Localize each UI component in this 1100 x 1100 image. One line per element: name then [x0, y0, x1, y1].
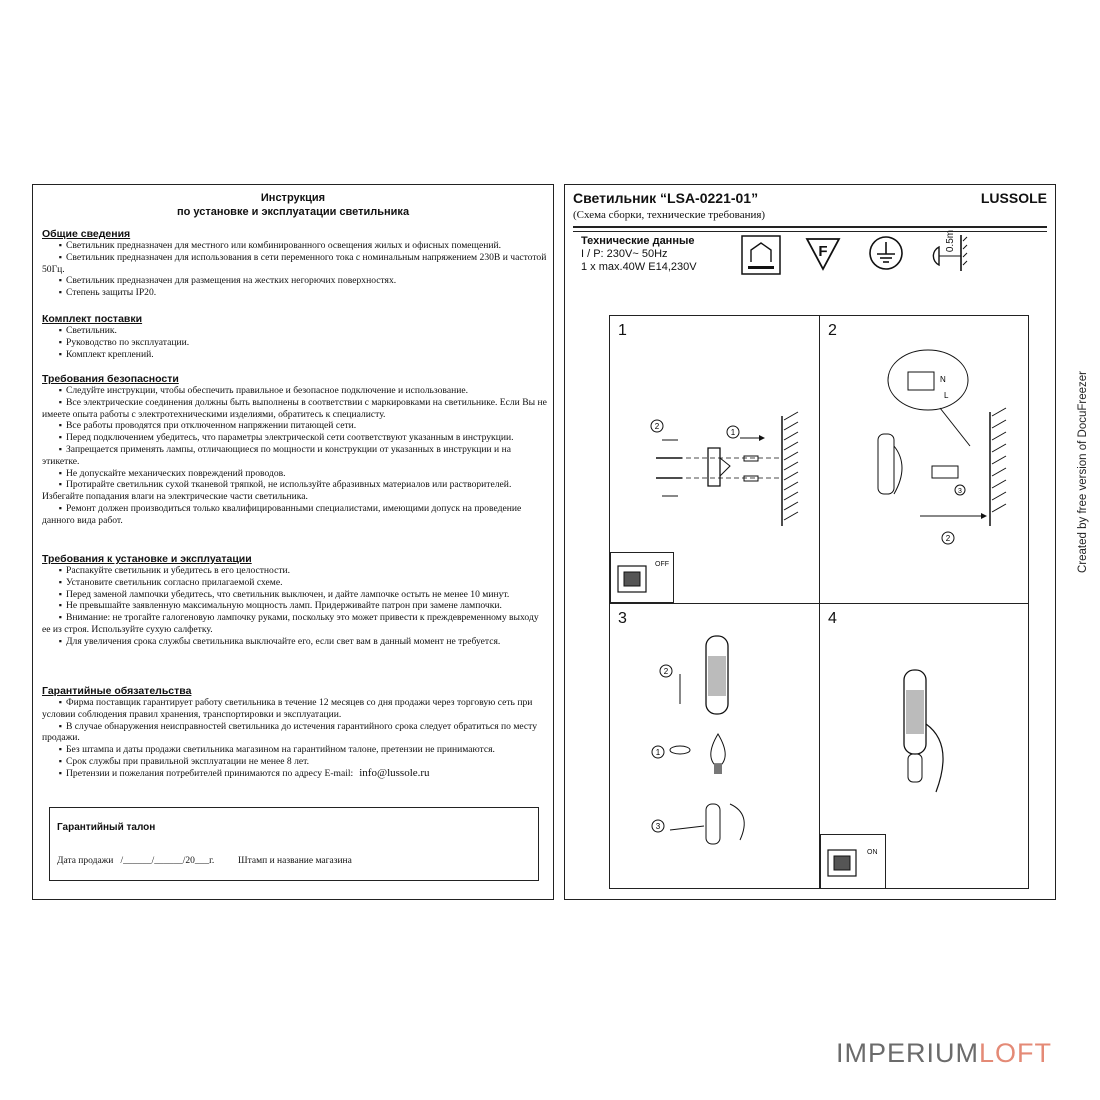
distance-label: 0.5m — [945, 229, 956, 253]
list-item: ▪ Степень защиты IP20. — [42, 287, 547, 299]
divider — [573, 226, 1047, 228]
instruction-panel — [32, 184, 554, 900]
wire-label-n: N — [940, 375, 946, 384]
step-3 — [610, 604, 819, 889]
switch-box-icon — [617, 565, 649, 595]
min-distance-icon — [927, 231, 971, 275]
list-item: ▪ Распакуйте светильник и убедитесь в его целостности. — [42, 565, 547, 577]
f-mark-icon — [805, 237, 841, 271]
list-item: ▪ Комплект креплений. — [42, 349, 547, 361]
switch-box-icon — [827, 849, 859, 879]
step-1 — [610, 316, 819, 603]
step-number: 2 — [828, 322, 837, 339]
list-item: ▪ Установите светильник согласно прилагаемой схеме. — [42, 577, 547, 589]
svg-text:F: F — [818, 243, 828, 260]
list-item: ▪ Все электрические соединения должны быть выполнены в соответствии с маркировками на светильнике. Если Вы не имеете опыта работы с электротехническими изделиями, обратитесь к специалисту. — [42, 397, 547, 421]
list-item: ▪ Следуйте инструкции, чтобы обеспечить правильное и безопасное подключение и использование. — [42, 385, 547, 397]
callout-number: 3 — [958, 488, 962, 495]
coupon-title: Гарантийный талон — [57, 822, 156, 833]
list-item: ▪ Внимание: не трогайте галогеновую лампочку руками, поскольку это может привести к преждевременному выходу ее из строя. Используйте сухую салфетку. — [42, 612, 547, 636]
power-switch — [820, 834, 886, 889]
on-label: ON — [867, 849, 878, 856]
list-item: ▪ Срок службы при правильной эксплуатации не менее 8 лет. — [42, 756, 547, 768]
section-safety: Требования безопасности ▪ Следуйте инструкции, чтобы обеспечить правильное и безопасное подключение и использование. ▪ Все электрические соединения должны быть выполнены в соответствии с маркировками на светильнике. Если Вы не имеете опыта работы с электротехническими изделиями, обратитесь к специалисту. ▪ Все работы проводятся при отключенном напряжении питающей сети. ▪ Перед подключением убедитесь, что параметры электрической сети соответствуют указанным в инструкции. ▪ Запрещается применять лампы, отличающиеся по мощности и конструкции от указанных в инструкции и на этикетке. ▪ Не допускайте механических повреждений проводов. ▪ Протирайте светильник сухой тканевой тряпкой, не используйте абразивных материалов или растворителей. Избегайте попадания влаги на электрические части светильника. ▪ Ремонт должен производиться только квалифицированными специалистами, имеющими допуск на проведение данного вида работ. — [42, 373, 547, 527]
indoor-use-icon — [741, 235, 781, 275]
list-item: ▪ Светильник предназначен для использования в сети переменного тока с номинальным напряжением 230В и частотой 50Гц. — [42, 252, 547, 276]
list-item: ▪ Не превышайте заявленную максимальную мощность ламп. Придерживайте патрон при замене лампочки. — [42, 600, 547, 612]
list-item: ▪ Перед заменой лампочки убедитесь, что светильник выключен, и дайте лампочке остыть не менее 10 минут. — [42, 589, 547, 601]
wire-label-l: L — [944, 391, 949, 400]
wiring-diagram — [820, 316, 1029, 603]
assembly-steps-grid — [609, 315, 1029, 889]
callout-number: 2 — [945, 534, 951, 543]
contact-email: info@lussole.ru — [359, 766, 430, 779]
brand-name: LUSSOLE — [980, 190, 1047, 206]
list-item: ▪ Без штампа и даты продажи светильника магазином на гарантийном талоне, претензии не принимаются. — [42, 744, 547, 756]
callout-number: 2 — [654, 422, 660, 431]
product-title: Светильник “LSA-0221-01” — [573, 190, 759, 206]
step-number: 4 — [828, 610, 837, 627]
list-item: ▪ Все работы проводятся при отключенном напряжении питающей сети. — [42, 420, 547, 432]
warranty-coupon — [49, 807, 539, 881]
product-subtitle: (Схема сборки, технические требования) — [573, 209, 766, 221]
step-number: 3 — [618, 610, 627, 627]
list-item: ▪ Претензии и пожелания потребителей принимаются по адресу E-mail: info@lussole.ru — [42, 768, 547, 780]
list-item: ▪ В случае обнаружения неисправностей светильника до истечения гарантийного срока следует обратиться по месту продажи. — [42, 721, 547, 745]
list-item: ▪ Фирма поставщик гарантирует работу светильника в течение 12 месяцев со дня продажи через торговую сеть при условии соблюдения правил хранения, транспортировки и эксплуатации. — [42, 697, 547, 721]
step-4 — [820, 604, 1029, 889]
step-2 — [820, 316, 1029, 603]
section-warranty: Гарантийные обязательства ▪ Фирма поставщик гарантирует работу светильника в течение 12 месяцев со дня продажи через торговую сеть при условии соблюдения правил хранения, транспортировки и эксплуатации. ▪ В случае обнаружения неисправностей светильника до истечения гарантийного срока следует обратиться по месту продажи. ▪ Без штампа и даты продажи светильника магазином на гарантийном талоне, претензии не принимаются. ▪ Срок службы при правильной эксплуатации не менее 8 лет. ▪ Претензии и пожелания потребителей принимаются по адресу E-mail: info@lussole.ru — [42, 685, 547, 780]
lamp-assembly-diagram — [610, 604, 819, 889]
power-switch — [610, 552, 674, 603]
list-item: ▪ Не допускайте механических повреждений проводов. — [42, 468, 547, 480]
step-number: 1 — [618, 322, 627, 339]
callout-number: 3 — [655, 822, 661, 831]
coupon-sale-row: Дата продажи /______/______/20___г. Штамп и название магазина — [57, 856, 352, 866]
list-item: ▪ Ремонт должен производиться только квалифицированными специалистами, имеющими допуск на проведение данного вида работ. — [42, 503, 547, 527]
list-item: ▪ Светильник. — [42, 325, 547, 337]
section-delivery: Комплект поставки ▪ Светильник. ▪ Руководство по эксплуатации. ▪ Комплект креплений. — [42, 313, 547, 360]
list-item: ▪ Руководство по эксплуатации. — [42, 337, 547, 349]
divider — [573, 231, 1047, 232]
callout-number: 1 — [655, 748, 661, 757]
off-label: OFF — [655, 561, 669, 568]
list-item: ▪ Запрещается применять лампы, отличающиеся по мощности и конструкции от указанных в инструкции и на этикетке. — [42, 444, 547, 468]
section-general: Общие сведения ▪ Светильник предназначен для местного или комбинированного освещения жилых и офисных помещений. ▪ Светильник предназначен для использования в сети переменного тока с номинальным напряжением 230В и частотой 50Гц. ▪ Светильник предназначен для размещения на жестких негорючих поверхностях. ▪ Степень защиты IP20. — [42, 228, 547, 299]
imperiumloft-logo: IMPERIUMLOFT — [836, 1038, 1053, 1068]
instruction-title: Инструкция по установке и эксплуатации светильника — [176, 192, 410, 218]
ground-icon — [868, 235, 904, 271]
assembly-panel — [564, 184, 1056, 900]
section-installation: Требования к установке и эксплуатации ▪ Распакуйте светильник и убедитесь в его целостности. ▪ Установите светильник согласно прилагаемой схеме. ▪ Перед заменой лампочки убедитесь, что светильник выключен, и дайте лампочке остыть не менее 10 минут. ▪ Не превышайте заявленную максимальную мощность ламп. Придерживайте патрон при замене лампочки. ▪ Внимание: не трогайте галогеновую лампочку руками, поскольку это может привести к преждевременному выходу ее из строя. Используйте сухую салфетку. ▪ Для увеличения срока службы светильника выключайте его, если свет вам в данный момент не требуется. — [42, 553, 547, 648]
list-item: ▪ Светильник предназначен для размещения на жестких негорючих поверхностях. — [42, 275, 547, 287]
list-item: ▪ Для увеличения срока службы светильника выключайте его, если свет вам в данный момент не требуется. — [42, 636, 547, 648]
list-item: ▪ Протирайте светильник сухой тканевой тряпкой, не используйте абразивных материалов или растворителей. Избегайте попадания влаги на электрические части светильника. — [42, 479, 547, 503]
callout-number: 1 — [730, 428, 736, 437]
callout-number: 2 — [663, 667, 669, 676]
list-item: ▪ Перед подключением убедитесь, что параметры электрической сети соответствуют указанным в инструкции. — [42, 432, 547, 444]
tech-specs: Технические данные I / P: 230V~ 50Hz 1 x max.40W E14,230V — [581, 235, 697, 273]
list-item: ▪ Светильник предназначен для местного или комбинированного освещения жилых и офисных помещений. — [42, 240, 547, 252]
